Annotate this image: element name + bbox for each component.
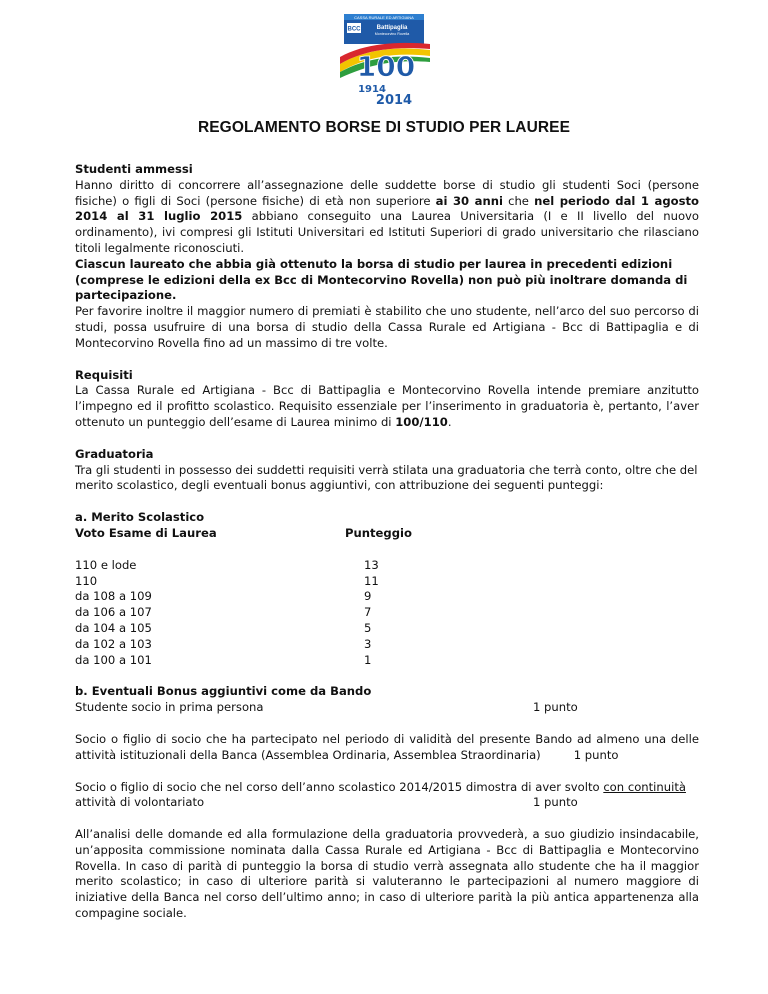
logo-bcc-text: BCC [347,26,361,33]
document-body [75,162,699,922]
header-punteggio: Punteggio [345,525,412,540]
header-voto: Voto Esame di Laurea [75,525,217,540]
merito-table [75,558,699,669]
logo-bank-sub: Montecorvino Rovella [374,32,410,36]
paragraph-chiusura: All’analisi delle domande ed alla formulazione della graduatoria provvederà, a suo giudizio insindacabile, un’apposita commissione nominata dalla Cassa Rurale ed Artigiana - Bcc di Battipaglia e Montecorvino Rovella. In caso di parità di punteggio la borsa di studio verrà assegnata allo studente che ha il maggior merito scolastico; in caso di ulteriore parità si valuteranno le partecipazioni al numero maggiore di iniziative della Banca nel corso dell’ultimo anno; in caso di ulteriore parità la più antica appartenenza alla compagine sociale. [75,827,699,921]
table-row: da 106 a 107 7 [75,605,372,620]
section-heading-graduatoria: Graduatoria [75,446,154,461]
section-heading-merito: a. Merito Scolastico [75,510,205,525]
table-row: da 100 a 101 1 [75,652,372,667]
merito-table-header [75,526,699,542]
paragraph-graduatoria: Tra gli studenti in possesso dei suddetti requisiti verrà stilata una graduatoria che terrà conto, oltre che del merito scolastico, degli eventuali bonus aggiuntivi, con attribuzione dei seguenti punteggi: [75,462,698,493]
logo-top-text: CASSA RURALE ED ARTIGIANA [354,15,414,20]
bonus-item-2: Socio o figlio di socio che ha partecipato nel periodo di validità del presente Bando ad almeno una delle attività istituzionali della Banca (Assemblea Ordinaria, Assemblea Straordinaria) 1 punto [75,731,699,762]
table-row: 110 e lode 13 [75,557,379,572]
centenary-logo-icon [334,12,434,112]
bonus-item-1: Studente socio in prima persona 1 punto [75,700,578,715]
bank-logo [334,12,434,112]
logo-year-from: 1914 [358,84,386,95]
logo-year-to: 2014 [375,93,413,108]
bonus-item-3: Socio o figlio di socio che nel corso dell’anno scolastico 2014/2015 dimostra di aver svolto con continuità [75,779,686,794]
paragraph-ammessi-3: Per favorire inoltre il maggior numero di premiati è stabilito che uno studente, nell’arco del suo percorso di studi, possa usufruire di una borsa di studio della Cassa Rurale ed Artigiana - Bcc di Battipaglia e di Montecorvino Rovella fino ad un massimo di tre volte. [75,304,699,350]
section-heading-bonus: b. Eventuali Bonus aggiuntivi come da Bando [75,684,372,699]
document-title: REGOLAMENTO BORSE DI STUDIO PER LAUREE [197,119,571,136]
logo-bank-name: Battipaglia [376,25,408,31]
paragraph-ammessi-2: Ciascun laureato che abbia già ottenuto la borsa di studio per laurea in precedenti edizioni (comprese le edizioni della ex Bcc di Montecorvino Rovella) non può più inoltrare domanda di partecipazione. [75,256,688,303]
table-row: da 102 a 103 3 [75,636,372,651]
bonus-item-3-line2: attività di volontariato 1 punto [75,795,578,810]
table-row: 110 11 [75,573,379,588]
paragraph-requisiti: La Cassa Rurale ed Artigiana - Bcc di Battipaglia e Montecorvino Rovella intende premiare anzitutto l’impegno ed il profitto scolastico. Requisito essenziale per l’inserimento in graduatoria è, pertanto, l’aver ottenuto un punteggio dell’esame di Laurea minimo di 100/110. [75,383,699,429]
table-row: da 108 a 109 9 [75,589,372,604]
paragraph-ammessi-1: Hanno diritto di concorrere all’assegnazione delle suddette borse di studio gli studenti Soci (persone fisiche) o figli di Soci (persone fisiche) di età non superiore ai 30 anni che nel periodo dal 1 agosto 2014 al 31 luglio 2015 abbiano conseguito una Laurea Universitaria (I e II livello del nuovo ordinamento), ivi compresi gli Istituti Universitari ed Istituti Superiori di grado universitario che rilasciano titoli legalmente riconosciuti. [75,177,699,255]
section-heading-ammessi: Studenti ammessi [75,162,193,176]
logo-number: 100 [356,50,416,83]
section-heading-requisiti: Requisiti [75,367,133,382]
table-row: da 104 a 105 5 [75,620,372,635]
